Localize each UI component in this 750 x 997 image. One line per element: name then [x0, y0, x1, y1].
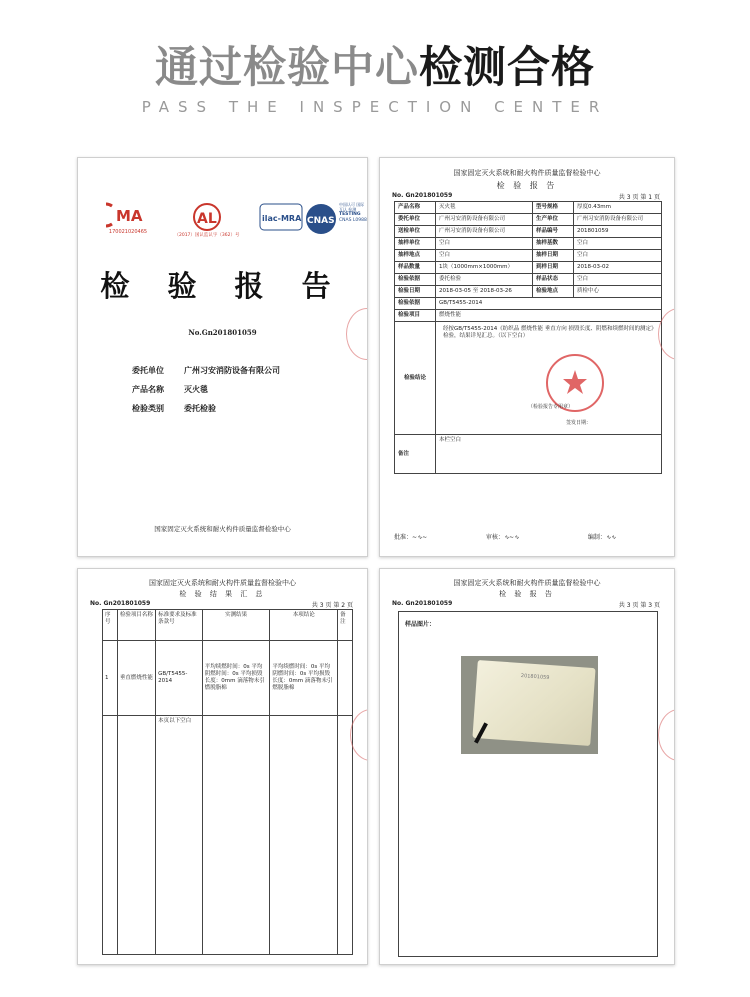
- cell-value: 1: [103, 641, 118, 716]
- cover-report-number: No.Gn201801059: [188, 328, 257, 337]
- report-table: [394, 201, 662, 474]
- cell-value: 平均续燃时间：0s 平均阴燃时间：0s 平均损毁长度：0mm 滴落物未引燃脱脂棉: [270, 641, 338, 716]
- cnas-logo: [304, 202, 366, 236]
- cal-logo: [172, 202, 242, 240]
- result-summary-page: [77, 568, 368, 965]
- report-number: No. Gn201801059: [392, 192, 453, 199]
- cnas-cn: 中国认可 国际互认 检测: [339, 202, 365, 212]
- cal-text: AL: [197, 211, 217, 227]
- cover-field-row: [132, 361, 280, 380]
- cell-value: 厚度0.43mm: [574, 202, 662, 214]
- cover-footer-org: 国家固定灭火系统和耐火构件质量监督检验中心: [154, 525, 291, 533]
- cell-label: 送检单位: [395, 226, 436, 238]
- cell-label: 抽样单位: [395, 238, 436, 250]
- summary-header-row: [103, 610, 353, 641]
- cell-value: GB/T5455-2014: [436, 298, 662, 310]
- cell-value: GB/T5455-2014: [156, 641, 203, 716]
- cma-number: 170021020465: [108, 229, 148, 235]
- cell-label: 备注: [395, 435, 436, 474]
- cell-value: 空白: [574, 274, 662, 286]
- cell-label: 生产单位: [533, 214, 574, 226]
- report-org: 国家固定灭火系统和耐火构件质量监督检验中心: [453, 169, 601, 177]
- signature-icon: ∿∿: [605, 534, 616, 541]
- report-row: [395, 202, 662, 214]
- review-label: 审核：: [485, 534, 504, 541]
- cell-value: 1块（1000mm×1000mm）: [436, 262, 533, 274]
- summary-blank-row: [103, 716, 353, 955]
- certification-logos: [104, 202, 367, 257]
- cover-field-row: [132, 399, 280, 418]
- report-row: [395, 250, 662, 262]
- cma-text: MA: [116, 207, 143, 225]
- cell-label: 检验项目: [395, 310, 436, 322]
- header-cell: 实测结果: [202, 610, 270, 641]
- seal-edge-icon: [346, 308, 368, 360]
- summary-org: 国家固定灭火系统和耐火构件质量监督检验中心: [149, 579, 296, 587]
- summary-table: [102, 609, 353, 955]
- cell-value: 2018-03-02: [574, 262, 662, 274]
- sample-org: 国家固定灭火系统和耐火构件质量监督检验中心: [453, 579, 601, 587]
- report-detail-page: [379, 157, 675, 557]
- cell-value: 空白: [436, 238, 533, 250]
- stamp-note: （检验报告专用章）: [528, 404, 574, 410]
- cover-field-row: [132, 380, 280, 399]
- cell-value: 空白: [436, 250, 533, 262]
- report-page-count: 共 3 页 第 1 页: [618, 194, 660, 201]
- sample-heading: 检 验 报 告: [499, 590, 555, 598]
- cal-mark-icon: [192, 202, 222, 232]
- approve-label: 批准：: [394, 534, 413, 541]
- ilac-mark-icon: [259, 202, 303, 232]
- report-remark-row: [395, 435, 662, 474]
- report-row: [395, 298, 662, 310]
- sample-number: No. Gn201801059: [392, 600, 453, 607]
- cell-value: 广州习安消防设备有限公司: [436, 226, 533, 238]
- signature-icon: ∿~∿: [503, 534, 520, 541]
- cover-title: 检 验 报 告: [100, 269, 345, 303]
- cell-label: 样品数量: [395, 262, 436, 274]
- summary-number: No. Gn201801059: [90, 600, 151, 607]
- cell-value: 空白: [574, 250, 662, 262]
- conclusion-text: 经按GB/T5455-2014《纺织品 燃烧性能 垂直方向 损毁长度、阴燃和续燃时间的测定》检验，结果详见汇总。（以下空白）: [443, 326, 654, 339]
- cover-field-label: 产品名称: [132, 384, 164, 394]
- cell-label: 抽样基数: [533, 238, 574, 250]
- cell-label: 检验地点: [533, 286, 574, 298]
- sample-tag: 201801059: [520, 673, 550, 682]
- cell-value: 本栏空白: [436, 435, 662, 474]
- cell-label: 到样日期: [533, 262, 574, 274]
- report-row: [395, 274, 662, 286]
- cell-value: 垂直燃烧性能: [117, 641, 155, 716]
- cnas-number: CNAS L0988: [339, 218, 367, 223]
- cell-value: 灭火毯: [436, 202, 533, 214]
- title-gray-part: 通过检验中心: [155, 43, 419, 93]
- cell-label: 检验日期: [395, 286, 436, 298]
- blank-note: 本页以下空白: [156, 716, 203, 955]
- cell-label: 抽样日期: [533, 250, 574, 262]
- cnas-testing: TESTING: [339, 212, 361, 217]
- cell-value: 2018-03-05 至 2018-03-26: [436, 286, 533, 298]
- cnas-text: CNAS: [307, 216, 335, 226]
- summary-heading: 检 验 结 果 汇 总: [179, 590, 266, 598]
- ilac-logo: [259, 202, 304, 236]
- cell-value: 质检中心: [574, 286, 662, 298]
- summary-data-row: [103, 641, 353, 716]
- report-heading: 检 验 报 告: [496, 181, 558, 190]
- sample-page-count: 共 3 页 第 3 页: [618, 602, 660, 609]
- sample-photo: [461, 656, 598, 754]
- header-cell: 序号: [103, 610, 118, 641]
- fire-blanket-image: [472, 660, 595, 746]
- cover-field-label: 委托单位: [132, 365, 164, 375]
- cell-label: 型号规格: [533, 202, 574, 214]
- cell-label: 检验结论: [395, 322, 436, 435]
- report-row: [395, 262, 662, 274]
- ilac-text: ilac-MRA: [262, 214, 302, 223]
- cell-label: 检验依据: [395, 298, 436, 310]
- cover-field-label: 检验类别: [132, 403, 164, 413]
- cell-label: 样品状态: [533, 274, 574, 286]
- sample-frame: [398, 611, 658, 957]
- header-cell: 检验项目名称: [117, 610, 155, 641]
- signature-icon: ~∿~: [412, 534, 428, 541]
- cell-value: 燃烧性能: [436, 310, 662, 322]
- sample-photo-page: [379, 568, 675, 965]
- cell-value: 广州习安消防设备有限公司: [574, 214, 662, 226]
- cell-label: 样品编号: [533, 226, 574, 238]
- report-row: [395, 286, 662, 298]
- title-dark-part: 检测合格: [419, 43, 595, 93]
- header-cell: 本项结论: [270, 610, 338, 641]
- report-row: [395, 310, 662, 322]
- report-row: [395, 238, 662, 250]
- cover-field-value: 广州习安消防设备有限公司: [184, 365, 280, 375]
- report-cover-page: [77, 157, 368, 557]
- report-row: [395, 226, 662, 238]
- page-title: [0, 40, 750, 96]
- header-cell: 备注: [338, 610, 353, 641]
- seal-edge-icon: [658, 709, 675, 761]
- cell-label: 抽样地点: [395, 250, 436, 262]
- cma-logo: [104, 202, 152, 236]
- cell-value: 空白: [574, 238, 662, 250]
- compile-label: 编制：: [587, 534, 606, 541]
- report-conclusion-row: [395, 322, 662, 435]
- sign-date-label: 签发日期：: [566, 420, 592, 426]
- cell-value: 委托检验: [436, 274, 533, 286]
- sample-label: 样品图片：: [405, 621, 436, 628]
- signature-row: [394, 532, 664, 541]
- cell-label: 产品名称: [395, 202, 436, 214]
- cnas-mark-icon: [304, 202, 338, 236]
- cover-field-value: 灭火毯: [184, 384, 208, 394]
- cell-label: 委托单位: [395, 214, 436, 226]
- header-cell: 标准要求及标准条款号: [156, 610, 203, 641]
- summary-page-count: 共 3 页 第 2 页: [311, 602, 353, 609]
- page-subtitle: PASS THE INSPECTION CENTER: [141, 98, 609, 116]
- cma-mark-icon: [106, 202, 150, 228]
- cal-number: （2017）国认监认字（362）号: [174, 233, 240, 238]
- cover-field-value: 委托检验: [184, 403, 216, 413]
- cover-fields: [132, 361, 280, 418]
- cell-value: 201801059: [574, 226, 662, 238]
- cell-label: 检验依据: [395, 274, 436, 286]
- cell-value: 平均续燃时间：0s 平均阴燃时间：0s 平均损毁长度：0mm 滴落物未引燃脱脂棉: [202, 641, 270, 716]
- cell-value: 广州习安消防设备有限公司: [436, 214, 533, 226]
- report-row: [395, 214, 662, 226]
